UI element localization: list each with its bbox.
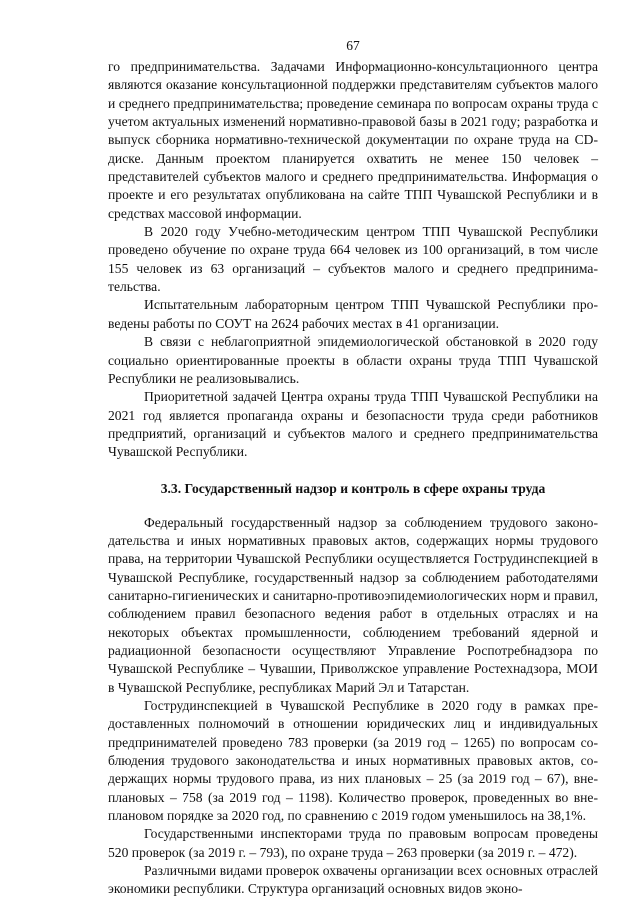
document-page [108, 38, 598, 899]
paragraph: Испытательным лабораторным центром ТПП Чувашской Республики проведены работы по СОУТ на 2624 рабочих местах в 41 организации. [108, 297, 598, 331]
paragraph: В 2020 году Учебно-методическим центром ТПП Чувашской Республики проведено обучение по охране труда 664 человек из 100 организаций, в том числе 155 человек из 63 организаций – субъектов малого и среднего предпринимательства. [108, 224, 598, 295]
paragraph: Федеральный государственный надзор за соблюдением трудового законодательства и иных нормативных правовых актов, содержащих нормы трудового права, на территории Чувашской Республики осуществляется Гострудинспекцией в Чувашской Республике, государственный надзор за соблюдением работодателями санитарно-гигиенических и санитарно-противоэпидемиологических норм и правил, соблюдением правил безопасного ведения работ в отдельных отраслях и на некоторых объектах промышленности, соблюдением требований ядерной и радиационной безопасности осуществляют Управление Роспотребнадзора по Чувашской Республике – Чувашии, Приволжское управление Ростехнадзора, МОИ в Чувашской Республике, республиках Марий Эл и Татарстан. [108, 514, 598, 695]
paragraph: В связи с неблагоприятной эпидемиологической обстановкой в 2020 году социально ориентированные проекты в области охраны труда ТПП Чувашской Республики не реализовывались. [108, 334, 598, 386]
paragraph: го предпринимательства. Задачами Информационно-консультационного центра являются оказание консультационной поддержки представителям субъектов малого и среднего предпринимательства; проведение семинара по вопросам охраны труда с учетом актуальных изменений нормативно-правовой базы в 2021 году; разработка и выпуск сборника нормативно-технической документации по охране труда на CD-диске. Данным проектом планируется охватить не менее 150 человек – представителей субъектов малого и среднего предпринимательства. Информация о проекте и его результатах опубликована на сайте ТПП Чувашской Республики и в средствах массовой информации. [108, 59, 598, 221]
paragraph: Различными видами проверок охвачены организации всех основных отраслей экономики республики. Структура организаций основных видов эконо- [108, 863, 598, 897]
section-heading: 3.3. Государственный надзор и контроль в сфере охраны труда [160, 480, 546, 496]
paragraph: Гострудинспекцией в Чувашской Республике в 2020 году в рамках предоставленных полномочий в отношении юридических лиц и индивидуальных предпринимателей проведено 783 проверки (за 2019 год – 1265) по вопросам соблюдения трудового законодательства и иных нормативных правовых актов, содержащих нормы трудового права, из них плановых – 25 (за 2019 год – 67), внеплановых – 758 (за 2019 год – 1198). Количество проверок, проведенных во внеплановом порядке за 2020 год, по сравнению с 2019 годом уменьшилось на 38,1%. [108, 698, 598, 824]
paragraph: Государственными инспекторами труда по правовым вопросам проведены 520 проверок (за 2019 г. – 793), по охране труда – 263 проверки (за 2019 г. – 472). [108, 826, 598, 860]
page-number: 67 [346, 38, 360, 53]
paragraph: Приоритетной задачей Центра охраны труда ТПП Чувашской Республики на 2021 год является пропаганда охраны и безопасности труда среди работников предприятий, организаций и субъектов малого и среднего предпринимательства Чувашской Республики. [108, 389, 598, 460]
